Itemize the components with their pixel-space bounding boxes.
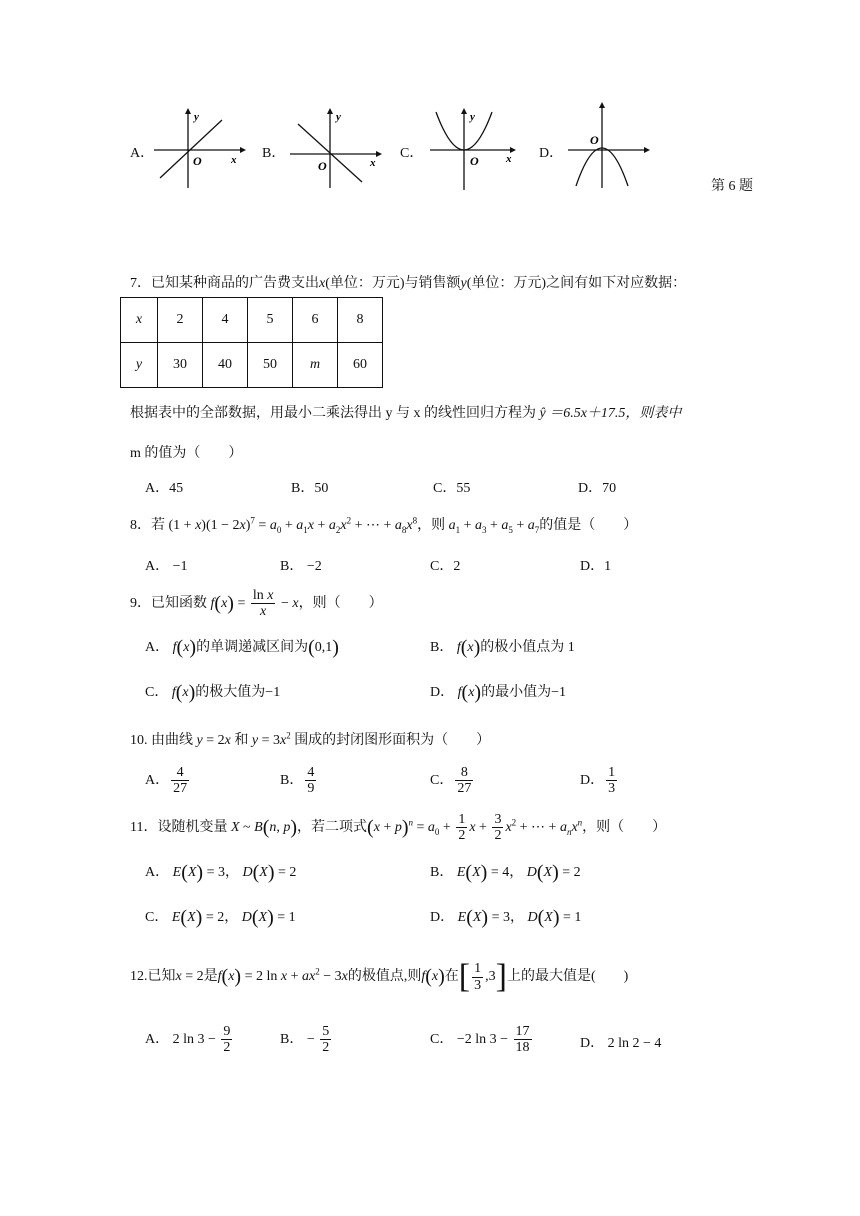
q10-option-d: D． $\frac{1}{3}$ (580, 765, 616, 797)
q7-line3: m 的值为（ ） (130, 446, 243, 461)
q11-stem: 11．设随机变量 X ~ B(n, p)，若二项式$(x + p)^n = a_0$ + $\frac{1}{2}$ x + $\frac{3}{2}$ $x^2$ + ⋯ + $a_nx^n$，则（ ） (130, 812, 667, 844)
q7-line2: 根据表中的全部数据，用最小二乘法得出 y 与 x 的线性回归方程为 ŷ ＝6.5x＋17.5，则表中 (130, 406, 682, 421)
q12-option-b: B． − $\frac{5}{2}$ (280, 1024, 330, 1056)
origin-label: O (193, 154, 202, 168)
q9-option-a: A． f(x)的单调递减区间为(0,1) (145, 636, 339, 659)
svg-text:O: O (590, 133, 599, 147)
svg-text:y: y (336, 111, 341, 123)
q7-option-a: A．45 (145, 481, 184, 496)
q10-option-b: B． $\frac{4}{9}$ (280, 765, 315, 797)
q9-option-b: B． f(x)的极小值点为 1 (430, 636, 575, 659)
svg-text:O: O (318, 159, 327, 173)
q6-option-b-label: B． (262, 146, 286, 161)
q11-option-d: D． E(X) = 3， D(X) = 1 (430, 906, 582, 929)
q12-option-d: D． 2 ln 2 − 4 (580, 1036, 662, 1051)
svg-text:x: x (506, 153, 512, 165)
q9-stem: 9．已知函数 f(x) = $\frac{\text{ln x}}{x}$ − x，则（ ） (130, 588, 383, 620)
table-row: y 30 40 50 m 60 (121, 343, 383, 388)
q8-option-d: D．1 (580, 559, 612, 574)
q6-option-c-label: C． (400, 146, 424, 161)
q6-graph-c (428, 106, 523, 191)
q7-stem: 7．已知某种商品的广告费支出x(单位：万元)与销售额y(单位：万元)之间有如下对应数据： (130, 276, 687, 291)
q11-option-a: A． E(X) = 3， D(X) = 2 (145, 861, 297, 884)
q6-graph-a (152, 106, 247, 191)
svg-text:y: y (470, 111, 475, 123)
q6-option-d-label: D． (539, 146, 564, 161)
table-row: x 2 4 5 6 8 (121, 298, 383, 343)
q6-graph-b (288, 106, 383, 191)
q8-option-a: A． −1 (145, 559, 188, 574)
q9-option-c: C． f(x)的极大值为−1 (145, 681, 281, 704)
x-axis-label: x (231, 154, 237, 166)
q8-stem: 8．若 $(1 + x)(1 - 2x)^7 = a_0 + a_1x + a_2x^2$ + ⋯ + $a_8x^8$，则 $a_1 + a_3 + a_5 + a_7$的值是（ ） (130, 515, 638, 535)
q6-caption: 第 6 题 (711, 179, 753, 194)
q7-data-table (120, 297, 383, 388)
q12-stem: 12.已知x = 2是f(x) = 2 $\ln x + ax^2 - 3x$的极值点,则f(x)在[ $\frac{1}{3}$ ,3]上的最大值是( ) (130, 958, 629, 995)
q11-option-b: B． E(X) = 4， D(X) = 2 (430, 861, 581, 884)
q6-option-a-label: A． (130, 146, 155, 161)
q7-option-d: D．70 (578, 481, 617, 496)
q8-option-b: B． −2 (280, 559, 322, 574)
q10-option-c: C． $\frac{8}{27}$ (430, 765, 472, 797)
q7-option-b: B．50 (291, 481, 329, 496)
q11-option-c: C． E(X) = 2， D(X) = 1 (145, 906, 296, 929)
y-axis-label: y (194, 111, 199, 123)
svg-text:x: x (370, 157, 376, 169)
q6-graph-d (566, 100, 658, 190)
q12-option-c: C． −2 ln 3 − $\frac{17}{18}$ (430, 1024, 530, 1056)
q10-stem: 10. 由曲线 y = 2x 和 $y = 3x^2$ 围成的封闭图形面积为（ ） (130, 730, 491, 748)
svg-text:O: O (470, 154, 479, 168)
q10-option-a: A． $\frac{4}{27}$ (145, 765, 188, 797)
q12-option-a: A． 2 ln 3 − $\frac{9}{2}$ (145, 1024, 231, 1056)
q8-option-c: C．2 (430, 559, 461, 574)
q7-option-c: C．55 (433, 481, 471, 496)
q9-option-d: D． f(x)的最小值为−1 (430, 681, 566, 704)
